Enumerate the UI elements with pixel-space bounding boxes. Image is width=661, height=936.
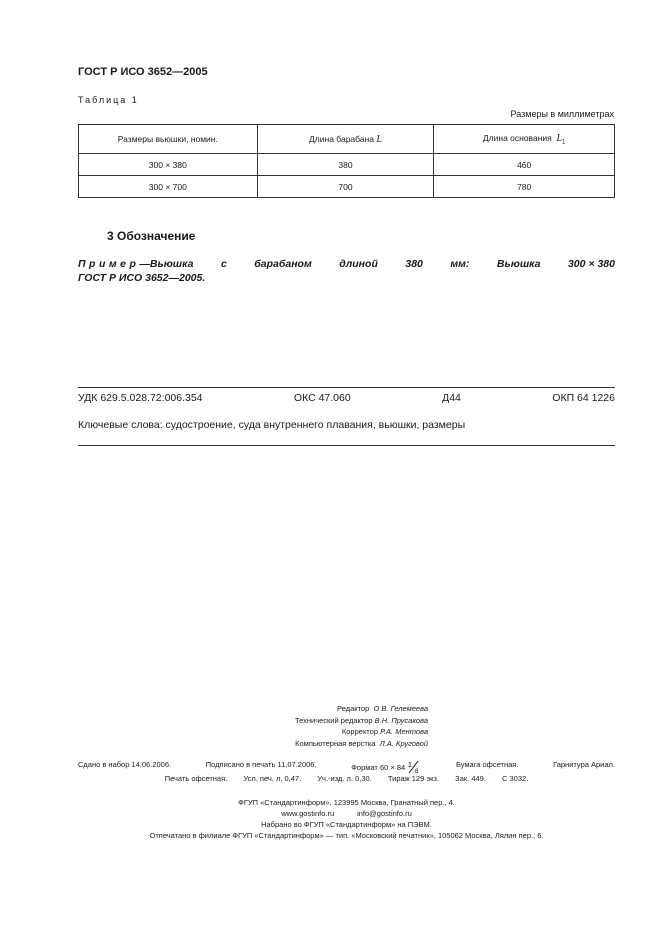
credits-block [200, 703, 428, 749]
print-info: Усл. печ. л. 0,47. [243, 774, 302, 783]
example-word: длиной [339, 258, 378, 270]
example-word: мм: [450, 258, 470, 270]
okp-code: ОКП 64 1226 [552, 392, 615, 404]
example-word: Вьюшка [496, 258, 541, 270]
credit-line [200, 738, 428, 750]
table-cell: 300 × 700 [79, 176, 258, 198]
website-link[interactable]: www.gostinfo.ru [281, 809, 335, 818]
table-row [79, 176, 615, 198]
document-header: ГОСТ Р ИСО 3652—2005 [78, 66, 208, 78]
publishing-row-1 [78, 760, 615, 774]
divider-top [78, 387, 615, 388]
credit-role: Корректор [341, 727, 379, 736]
table-cell: 780 [434, 176, 615, 198]
example-line-1 [78, 258, 615, 270]
section-title: 3 Обозначение [107, 229, 196, 243]
header-drum-label: Длина барабана [309, 133, 374, 144]
example-word: с [220, 258, 227, 270]
format-denominator: 8 [415, 769, 419, 774]
example-word: 300 × 380 [567, 258, 615, 270]
base-length-subscript: 1 [562, 139, 566, 146]
table-cell: 380 [257, 154, 434, 176]
format-label: Формат 60 × 84 [351, 763, 406, 772]
table-cell: 460 [434, 154, 615, 176]
table-label: Таблица 1 [78, 95, 139, 105]
set-date: Сдано в набор 14.06.2006. [78, 760, 172, 769]
credit-role: Компьютерная верстка [295, 738, 376, 748]
credit-name: Р.А. Ментова [380, 727, 428, 736]
print-info: Уч.-изд. л. 0,30. [317, 774, 372, 783]
divider-bottom [78, 445, 615, 446]
address-line: Отпечатано в филиале ФГУП «Стандартинформ» — тип. «Московский печатник», 105062 Москва, Лялин пер., 6. [149, 831, 544, 840]
print-info: Тираж 129 экз. [387, 774, 440, 783]
publishing-row-2 [78, 774, 615, 783]
credit-role: Технический редактор [294, 715, 373, 725]
table-cell: 300 × 380 [79, 154, 258, 176]
example-label-group [78, 258, 193, 270]
table-cell: 700 [257, 176, 434, 198]
dimensions-table [78, 124, 615, 198]
example-word: 380 [405, 258, 423, 270]
header-base-label: Длина основания [482, 132, 552, 143]
example-line-2: ГОСТ Р ИСО 3652—2005. [78, 272, 206, 284]
example-label: Пример [78, 258, 140, 270]
table-header-cell [434, 125, 615, 154]
oks-code: ОКС 47.060 [293, 392, 351, 404]
format-fraction-icon [407, 760, 421, 774]
email-link[interactable]: info@gostinfo.ru [357, 809, 412, 818]
table-header-cell [79, 125, 258, 154]
credit-line [200, 726, 428, 738]
credit-line [200, 715, 428, 727]
format-numerator: 1 [408, 762, 413, 769]
address-line: ФГУП «Стандартинформ», 123995 Москва, Гранатный пер., 4. [238, 798, 455, 807]
print-info: Зак. 449. [455, 774, 486, 783]
classification-codes [78, 392, 615, 404]
table-row [79, 154, 615, 176]
udk-code: УДК 629.5.028.72:006.354 [78, 392, 203, 404]
print-info: С 3032. [502, 774, 529, 783]
credit-name: О.В. Гелемеева [373, 704, 428, 713]
table-header-row [79, 125, 615, 154]
credit-name: В.Н. Прусакова [374, 715, 428, 725]
keywords: Ключевые слова: судостроение, суда внутреннего плавания, вьюшки, размеры [78, 419, 466, 431]
publisher-address [78, 797, 615, 841]
example-word: барабаном [254, 258, 312, 270]
base-length-symbol: L [556, 132, 563, 144]
example-word: Вьюшка [149, 258, 194, 270]
signed-date: Подписано в печать 11.07.2006. [205, 760, 317, 769]
format-info [351, 760, 421, 774]
font-type: Гарнитура Ариал. [553, 760, 615, 769]
paper-type: Бумага офсетная. [455, 760, 519, 769]
credit-name: Л.А. Круговой [379, 738, 428, 748]
d-code: Д44 [442, 392, 461, 404]
address-contacts [78, 808, 615, 819]
header-size-label: Размеры вьюшки, номин. [117, 134, 218, 144]
address-line: Набрано во ФГУП «Стандартинформ» на ПЭВМ. [261, 820, 432, 829]
example-dash: — [139, 258, 150, 270]
credit-role: Редактор [337, 704, 370, 713]
table-units-note: Размеры в миллиметрах [510, 109, 614, 119]
table-header-cell [257, 125, 434, 154]
print-info: Печать офсетная. [164, 774, 228, 783]
credit-line [200, 703, 428, 715]
drum-length-symbol: L [376, 133, 382, 145]
